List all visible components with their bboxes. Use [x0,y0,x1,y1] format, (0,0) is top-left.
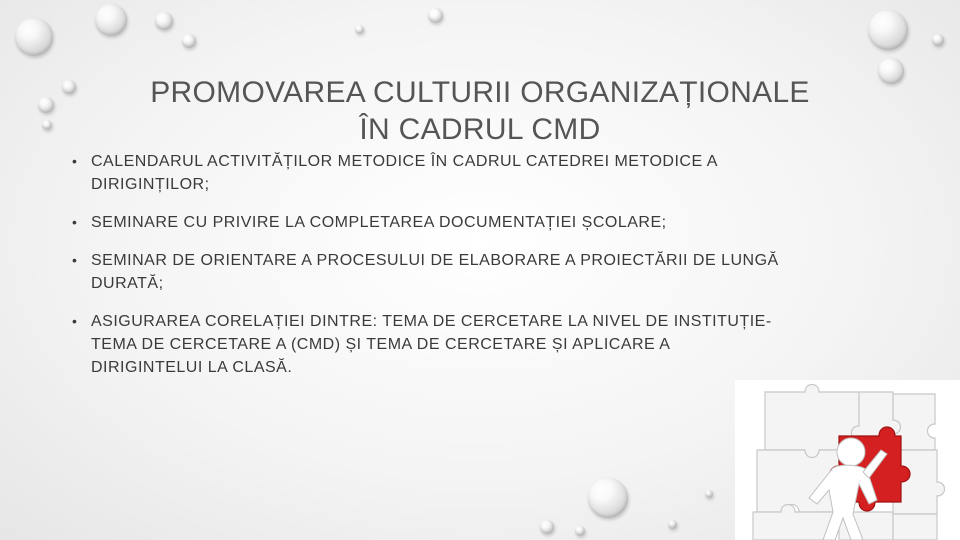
list-item-text: SEMINARE CU PRIVIRE LA COMPLETAREA DOCUMENTAȚIEI ȘCOLARE; [91,214,667,231]
list-item-text: DIRIGINTELUI LA CLASĂ. [91,359,293,376]
water-drop-decoration [428,8,443,23]
bullet-list [72,150,852,394]
water-drop-decoration [182,34,196,48]
water-drop-decoration [95,4,127,36]
list-item [72,249,852,295]
water-drop-decoration [355,25,364,34]
list-item-text: CALENDARUL ACTIVITĂȚILOR METODICE ÎN CADRUL CATEDREI METODICE A [91,153,718,170]
bullet-icon: • [72,153,78,169]
bullet-icon: • [72,313,78,329]
water-drop-decoration [540,520,554,534]
list-item [72,150,852,196]
slide-title [60,74,900,148]
list-item-text: DURATĂ; [91,275,164,292]
slide-title-line-2: ÎN CADRUL CMD [359,113,601,146]
water-drop-decoration [38,97,54,113]
list-item [72,310,852,379]
list-item-text: TEMA DE CERCETARE A (CMD) ȘI TEMA DE CERCETARE ȘI APLICARE A [91,336,671,353]
puzzle-person-icon [735,380,960,540]
slide-title-line-1: PROMOVAREA CULTURII ORGANIZAȚIONALE [150,76,810,109]
list-item-text: SEMINAR DE ORIENTARE A PROCESULUI DE ELABORARE A PROIECTĂRII DE LUNGĂ [91,252,779,269]
list-item-text: ASIGURAREA CORELAȚIEI DINTRE: TEMA DE CERCETARE LA NIVEL DE INSTITUȚIE- [91,313,772,330]
water-drop-decoration [42,120,52,130]
water-drop-decoration [868,10,908,50]
water-drop-decoration [155,12,173,30]
water-drop-decoration [15,18,53,56]
water-drop-decoration [588,478,628,518]
bullet-icon: • [72,252,78,268]
list-item-text: DIRIGINȚILOR; [91,176,210,193]
list-item [72,211,852,234]
water-drop-decoration [575,526,585,536]
water-drop-decoration [668,520,677,529]
water-drop-decoration [932,34,944,46]
water-drop-decoration [705,490,713,498]
bullet-icon: • [72,214,78,230]
